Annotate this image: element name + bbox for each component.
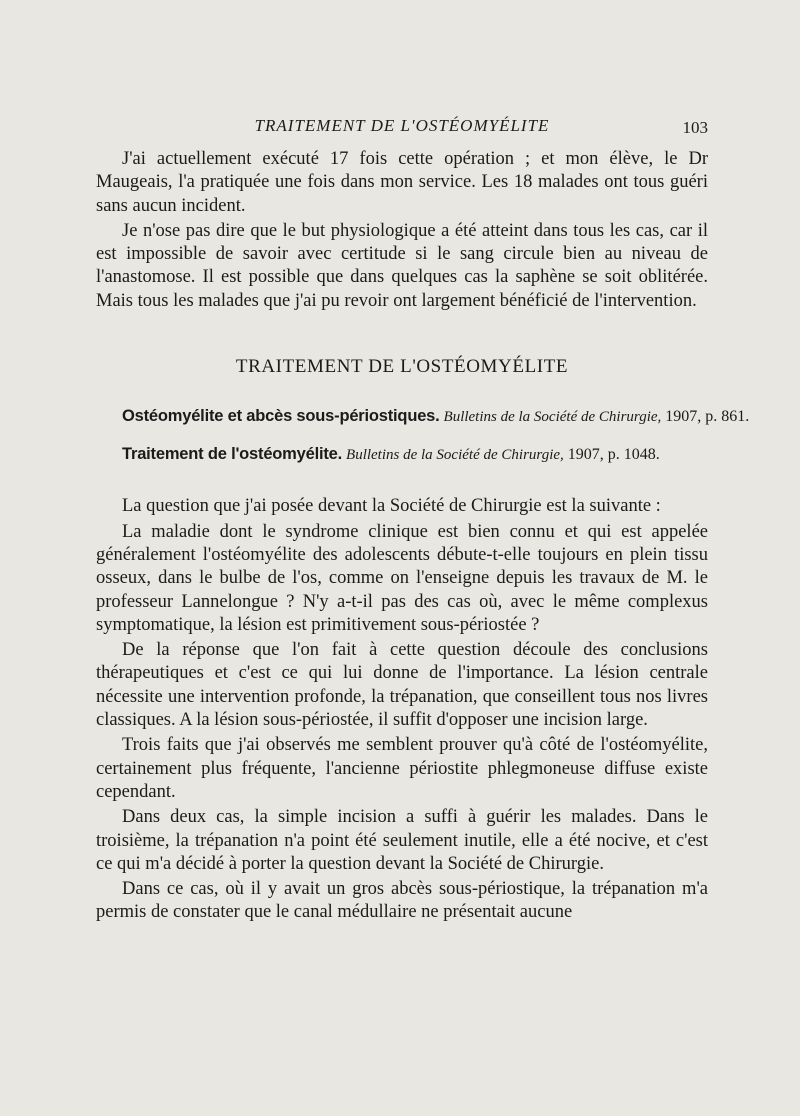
- reference-source: Bulletins de la Société de Chirurgie,: [346, 447, 564, 464]
- bibliography-reference: [96, 444, 708, 465]
- paragraph: J'ai actuellement exécuté 17 fois cette opération ; et mon élève, le Dr Maugeais, l'a pratiquée une fois dans mon service. Les 18 malades ont tous guéri sans aucun incident.: [96, 149, 708, 216]
- running-head: [96, 114, 708, 138]
- bibliography-reference: [96, 406, 750, 427]
- reference-source: Bulletins de la Société de Chirurgie,: [443, 409, 662, 426]
- paragraph: Dans ce cas, où il y avait un gros abcès sous-périostique, la trépanation m'a permis de constater que le canal médullaire ne présentait aucune: [96, 879, 708, 923]
- reference-detail: 1907, p. 861.: [665, 408, 750, 426]
- running-title: TRAITEMENT DE L'OSTÉOMYÉLITE: [254, 116, 550, 135]
- paragraph: La question que j'ai posée devant la Société de Chirurgie est la suivante :: [122, 496, 661, 517]
- page-number: 103: [682, 118, 708, 137]
- article-text: [96, 495, 708, 924]
- paragraph: La maladie dont le syndrome clinique est bien connu et qui est appelée généralement l'ostéomyélite des adolescents débute-t-elle toujours en plein tissu osseux, dans le bulbe de l'os, comme on l'enseigne depuis les travaux de M. le professeur Lannelongue ? N'y a-t-il pas des cas où, avec le même complexus symptomatique, la lésion est primitivement sous-périostée ?: [96, 521, 708, 635]
- paragraph: Je n'ose pas dire que le but physiologique a été atteint dans tous les cas, car il est impossible de savoir avec certitude si le sang circule bien au niveau de l'anastomose. Il est possible que dans quelques cas la saphène se soit oblitérée. Mais tous les malades que j'ai pu revoir ont largement bénéficié de l'intervention.: [96, 220, 708, 311]
- reference-title: Ostéomyélite et abcès sous-périostiques.: [122, 407, 440, 426]
- reference-title: Traitement de l'ostéomyélite.: [122, 445, 343, 464]
- paragraph: De la réponse que l'on fait à cette question découle des conclusions thérapeutiques et c'est ce qui lui donne de l'importance. La lésion centrale nécessite une intervention profonde, la trépanation, que conseillent tous nos livres classiques. A la lésion sous-périostée, il suffit d'opposer une incision large.: [96, 640, 708, 731]
- section-title: TRAITEMENT DE L'OSTÉOMYÉLITE: [235, 356, 569, 378]
- paragraph: Dans deux cas, la simple incision a suffi à guérir les malades. Dans le troisième, la trépanation n'a point été seulement inutile, elle a été nocive, et c'est ce qui m'a décidé à porter la question devant la Société de Chirurgie.: [96, 807, 708, 874]
- reference-detail: 1907, p. 1048.: [567, 446, 660, 464]
- page-body: [96, 148, 750, 925]
- paragraph: Trois faits que j'ai observés me semblent prouver qu'à côté de l'ostéomyélite, certainement plus fréquente, l'ancienne périostite phlegmoneuse diffuse existe cependant.: [96, 735, 708, 802]
